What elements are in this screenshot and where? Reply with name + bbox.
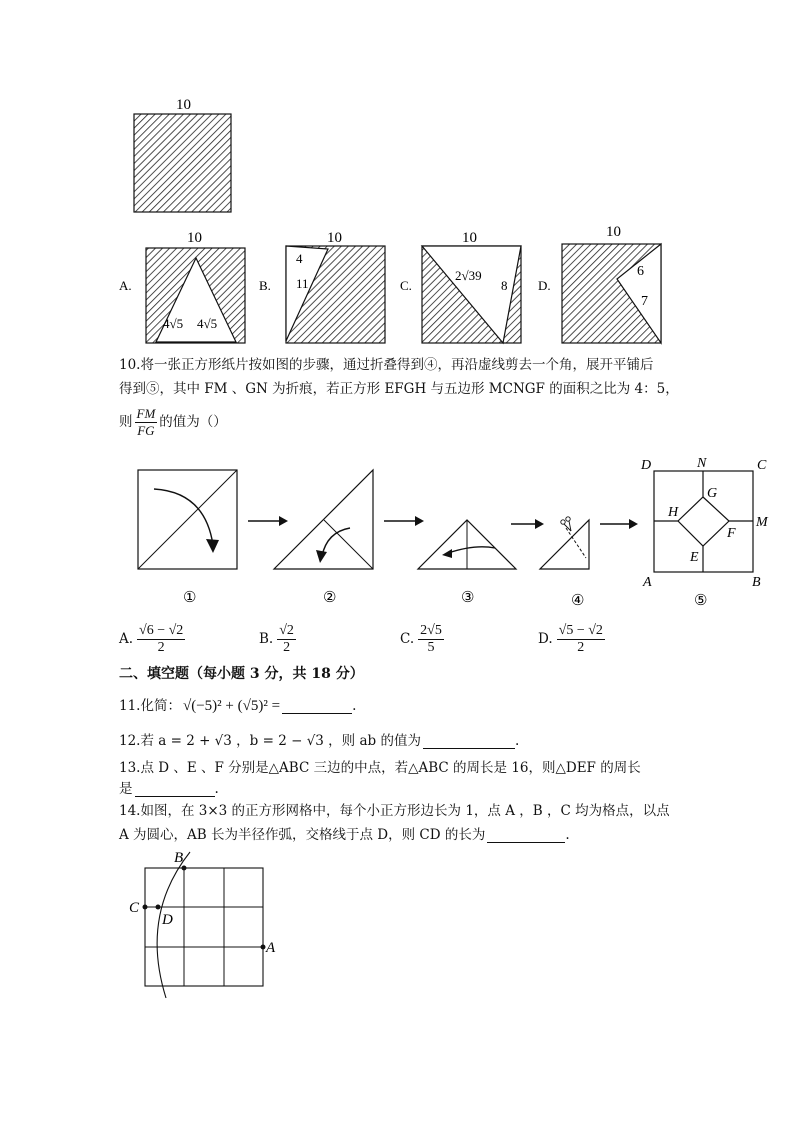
fig5-label-G: G (707, 486, 718, 501)
option-b-edge2: 11 (296, 276, 309, 291)
top-square-figure (134, 97, 231, 212)
fold-step-3 (418, 520, 516, 569)
fold-step-2 (274, 470, 373, 569)
fold-step-4 (540, 517, 589, 569)
q14-line-1: 14.如图，在 3×3 的正方形网格中，每个小正方形边长为 1，点 A ，B ，C 均为格点，以点 (119, 803, 670, 819)
q14-answer-blank (487, 828, 565, 843)
q12-answer-blank (423, 734, 515, 749)
option-d-side: 10 (606, 224, 621, 240)
fig5-label-A: A (643, 575, 652, 590)
q11-answer-blank (282, 699, 352, 714)
step-label-3: ③ (461, 590, 475, 606)
q10-fraction-den: FG (137, 422, 155, 438)
q14-suffix: . (565, 827, 570, 843)
q12 (119, 731, 519, 751)
q10-option-b (259, 618, 296, 660)
option-b-figure (286, 230, 385, 343)
q11 (119, 696, 356, 716)
q10-option-d-letter: D. (538, 631, 553, 647)
q12-text: 12.若 a = 2 + √3 ，b = 2 − √3 ，则 ab 的值为 (119, 733, 421, 749)
q10-option-d (538, 618, 605, 660)
top-square-label: 10 (176, 97, 191, 113)
option-a-edge2: 4√5 (197, 316, 218, 331)
q10-option-b-den: 2 (283, 639, 291, 655)
q10-option-a-den: 2 (157, 639, 165, 655)
step-label-4: ④ (571, 593, 585, 609)
option-c-figure (422, 230, 521, 343)
q14-grid-figure (129, 850, 276, 998)
q11-prefix: 11.化简： (119, 698, 181, 714)
q10-option-c-num: 2√5 (420, 622, 442, 638)
arrow-2 (384, 516, 424, 526)
fig5-label-F: F (727, 526, 736, 541)
q14-label-B: B (174, 850, 184, 866)
step-label-2: ② (323, 590, 337, 606)
q13-line-1: 13.点 D 、E 、F 分别是△ABC 三边的中点，若△ABC 的周长是 16，则△DEF 的周长 (119, 760, 641, 776)
q11-suffix: . (352, 698, 357, 714)
q11-expression: √(−5)² + (√5)² = (182, 698, 281, 714)
q13-line-2 (119, 779, 219, 799)
option-b-edge1: 4 (296, 251, 303, 266)
fold-step-5 (640, 456, 769, 590)
q14-label-C: C (129, 900, 140, 916)
option-d-figure (562, 224, 661, 343)
q10-fraction (135, 406, 158, 439)
q10-line-1: 10.将一张正方形纸片按如图的步骤，通过折叠得到④，再沿虚线剪去一个角，展开平铺后 (119, 357, 654, 373)
option-a-figure (146, 230, 245, 343)
arrow-3 (511, 519, 544, 529)
scissors-icon (561, 517, 571, 531)
q13-line-2-pre: 是 (119, 781, 133, 797)
fold-step-1 (138, 470, 237, 569)
q10-option-b-num: √2 (279, 622, 294, 638)
q14-label-D: D (162, 912, 173, 928)
q10-option-a-letter: A. (119, 631, 134, 647)
q10-option-c-frac (418, 623, 444, 656)
option-c-edge1: 2√39 (455, 268, 482, 283)
q10-line-3 (119, 403, 227, 441)
q10-option-b-frac (277, 623, 296, 656)
option-d-edge2: 7 (641, 294, 648, 309)
q10-line-2: 得到⑤，其中 FM 、GN 为折痕，若正方形 EFGH 与五边形 MCNGF 的面积之比为 4：5， (119, 381, 679, 397)
arrow-1 (248, 516, 288, 526)
q10-fraction-num: FM (136, 405, 156, 421)
q10-option-c (400, 618, 444, 660)
q10-option-c-den: 5 (427, 639, 435, 655)
q10-line-3-post: 的值为（） (159, 414, 227, 430)
q10-option-d-num: √5 − √2 (558, 622, 603, 638)
fig5-label-N: N (697, 456, 707, 471)
option-d-edge1: 6 (637, 264, 644, 279)
q10-option-b-letter: B. (259, 631, 274, 647)
option-a-side: 10 (187, 230, 202, 246)
q10-line-3-pre: 则 (119, 414, 133, 430)
option-a-letter: A. (119, 278, 132, 293)
option-c-edge2: 8 (501, 278, 508, 293)
option-a-edge1: 4√5 (163, 316, 184, 331)
fig5-label-H: H (668, 505, 679, 520)
q14-label-A: A (266, 940, 276, 956)
option-c-side: 10 (462, 230, 477, 246)
q13-suffix: . (214, 781, 219, 797)
option-b-letter: B. (259, 278, 271, 293)
option-c-letter: C. (400, 278, 412, 293)
fig5-label-M: M (756, 515, 768, 530)
q10-option-a-frac (137, 623, 185, 656)
q10-option-d-den: 2 (577, 639, 585, 655)
option-d-letter: D. (538, 278, 551, 293)
section-2-title: 二、填空题（每小题 3 分，共 18 分） (119, 666, 364, 682)
fig5-label-B: B (752, 575, 761, 590)
q10-option-d-frac (557, 623, 605, 656)
q10-option-a-num: √6 − √2 (139, 622, 184, 638)
step-label-5: ⑤ (694, 593, 708, 609)
arrow-4 (600, 519, 638, 529)
q14-line-2-text: A 为圆心，AB 长为半径作弧，交格线于点 D，则 CD 的长为 (119, 827, 486, 843)
q12-suffix: . (514, 733, 520, 749)
q13-answer-blank (135, 782, 215, 797)
q10-option-a (119, 618, 185, 660)
q14-line-2 (119, 825, 570, 845)
q10-option-c-letter: C. (400, 631, 415, 647)
option-b-side: 10 (327, 230, 342, 246)
fig5-label-C: C (757, 458, 767, 473)
step-label-1: ① (183, 590, 197, 606)
fig5-label-E: E (690, 550, 699, 565)
fig5-label-D: D (641, 458, 652, 473)
